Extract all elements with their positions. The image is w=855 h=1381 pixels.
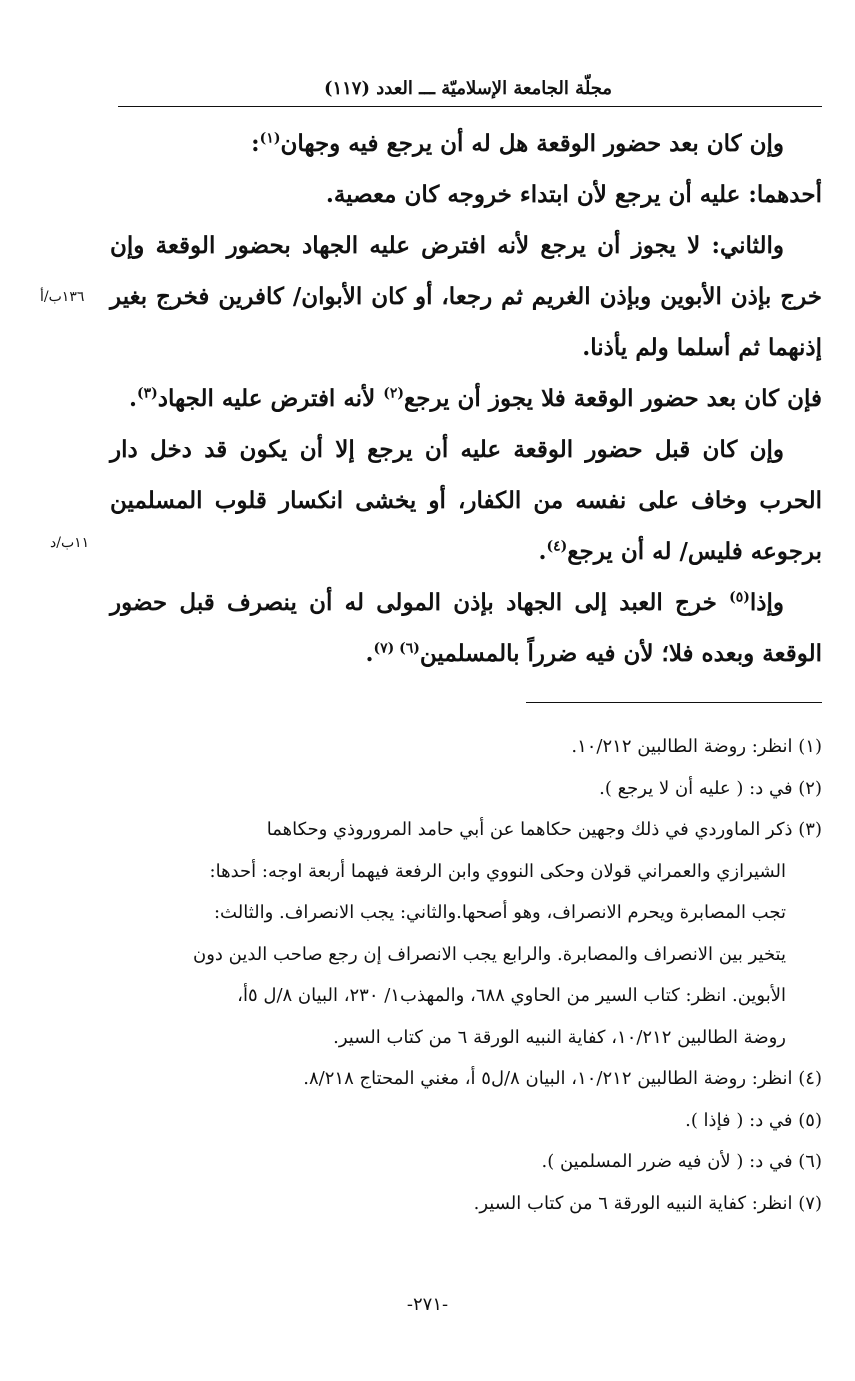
footnote-3-line: روضة الطالبين ١٠/٢١٢، كفاية النبيه الورقة ٦ من كتاب السير.	[333, 1026, 786, 1048]
paragraph-5: وإن كان قبل حضور الوقعة عليه أن يرجع إلا أن يكون قد دخل دار الحرب وخاف على نفسه من الكفار، أو يخشى انكسار قلوب المسلمين برجوعه فليس/ له أن يرجع$^{(٤)}$.	[110, 436, 822, 565]
footnote-7: (٧) انظر: كفاية النبيه الورقة ٦ من كتاب السير.	[473, 1192, 822, 1214]
footnote-ref-2: (٢)	[383, 385, 404, 402]
footnote-6: (٦) في د: ( لأن فيه ضرر المسلمين ).	[541, 1151, 822, 1172]
margin-note-manuscript-d: ١١ب/د	[50, 535, 90, 551]
footnote-ref-7: (٧)	[373, 640, 400, 657]
footnote-4: (٤) انظر: روضة الطالبين ١٠/٢١٢، البيان ٨/ل٥ أ، مغني المحتاج ٨/٢١٨.	[303, 1068, 822, 1089]
footnote-separator	[526, 702, 822, 703]
footnote-1: (١) انظر: روضة الطالبين ١٠/٢١٢.	[571, 736, 822, 757]
paragraph-3: والثاني: لا يجوز أن يرجع لأنه افترض عليه الجهاد بحضور الوقعة وإن خرج بإذن الأبوين وبإذن الغريم ثم رجعا، أو كان الأبوان/ كافرين فخرج بغير إذنهما ثم أسلما ولم يأذنا.	[110, 232, 822, 361]
footnote-ref-5: (٥)	[729, 589, 750, 606]
footnote-3-line: الشيرازي والعمراني قولان وحكى النووي وابن الرفعة فيهما أربعة اوجه: أحدها:	[209, 860, 786, 882]
footnote-2: (٢) في د: ( عليه أن لا يرجع ).	[599, 777, 822, 799]
footnote-3-line: تجب المصابرة ويحرم الانصراف، وهو أصحها.والثاني: يجب الانصراف. والثالث:	[213, 902, 786, 923]
running-header: مجلّة الجامعة الإسلاميّة ـــ العدد (١١٧)	[323, 78, 613, 99]
paragraph-4: فإن كان بعد حضور الوقعة فلا يجوز أن يرجع$^{(٢)}$ لأنه افترض عليه الجهاد$^{(٣)}$.	[128, 385, 822, 412]
footnote-5: (٥) في د: ( فإذا ).	[685, 1109, 822, 1131]
footnote-3: (٣) ذكر الماوردي في ذلك وجهين حكاهما عن أبي حامد المروروذي وحكاهما	[266, 819, 822, 840]
footnote-3-line: الأبوين. انظر: كتاب السير من الحاوي ٦٨٨، والمهذب١/ ٢٣٠، البيان ٨/ل ٥أ،	[237, 985, 786, 1006]
paragraph-6: وإذا$^{(٥)}$ خرج العبد إلى الجهاد بإذن المولى له أن ينصرف قبل حضور الوقعة وبعده فلا؛ لأن فيه ضرراً بالمسلمين$^{(٦)}$ $^{(٧)}$.	[110, 589, 822, 667]
main-text	[110, 118, 822, 679]
page-number: -٢٧١-	[406, 1294, 449, 1315]
footnote-ref-4: (٤)	[546, 538, 568, 555]
footnote-ref-3: (٣)	[137, 385, 158, 402]
footnotes	[110, 726, 822, 1224]
margin-note-manuscript-a: ١٣٦ب/أ	[40, 289, 85, 305]
paragraph-1: وإن كان بعد حضور الوقعة هل له أن يرجع فيه وجهان$^{(١)}$:	[251, 130, 784, 157]
footnote-ref-6: (٦)	[399, 640, 420, 657]
footnote-ref-1: (١)	[259, 130, 281, 147]
footnote-3-line: يتخير بين الانصراف والمصابرة. والرابع يجب الانصراف إن رجع صاحب الدين دون	[193, 943, 786, 965]
paragraph-2: أحدهما: عليه أن يرجع لأن ابتداء خروجه كان معصية.	[325, 181, 822, 208]
header-rule	[118, 106, 822, 107]
